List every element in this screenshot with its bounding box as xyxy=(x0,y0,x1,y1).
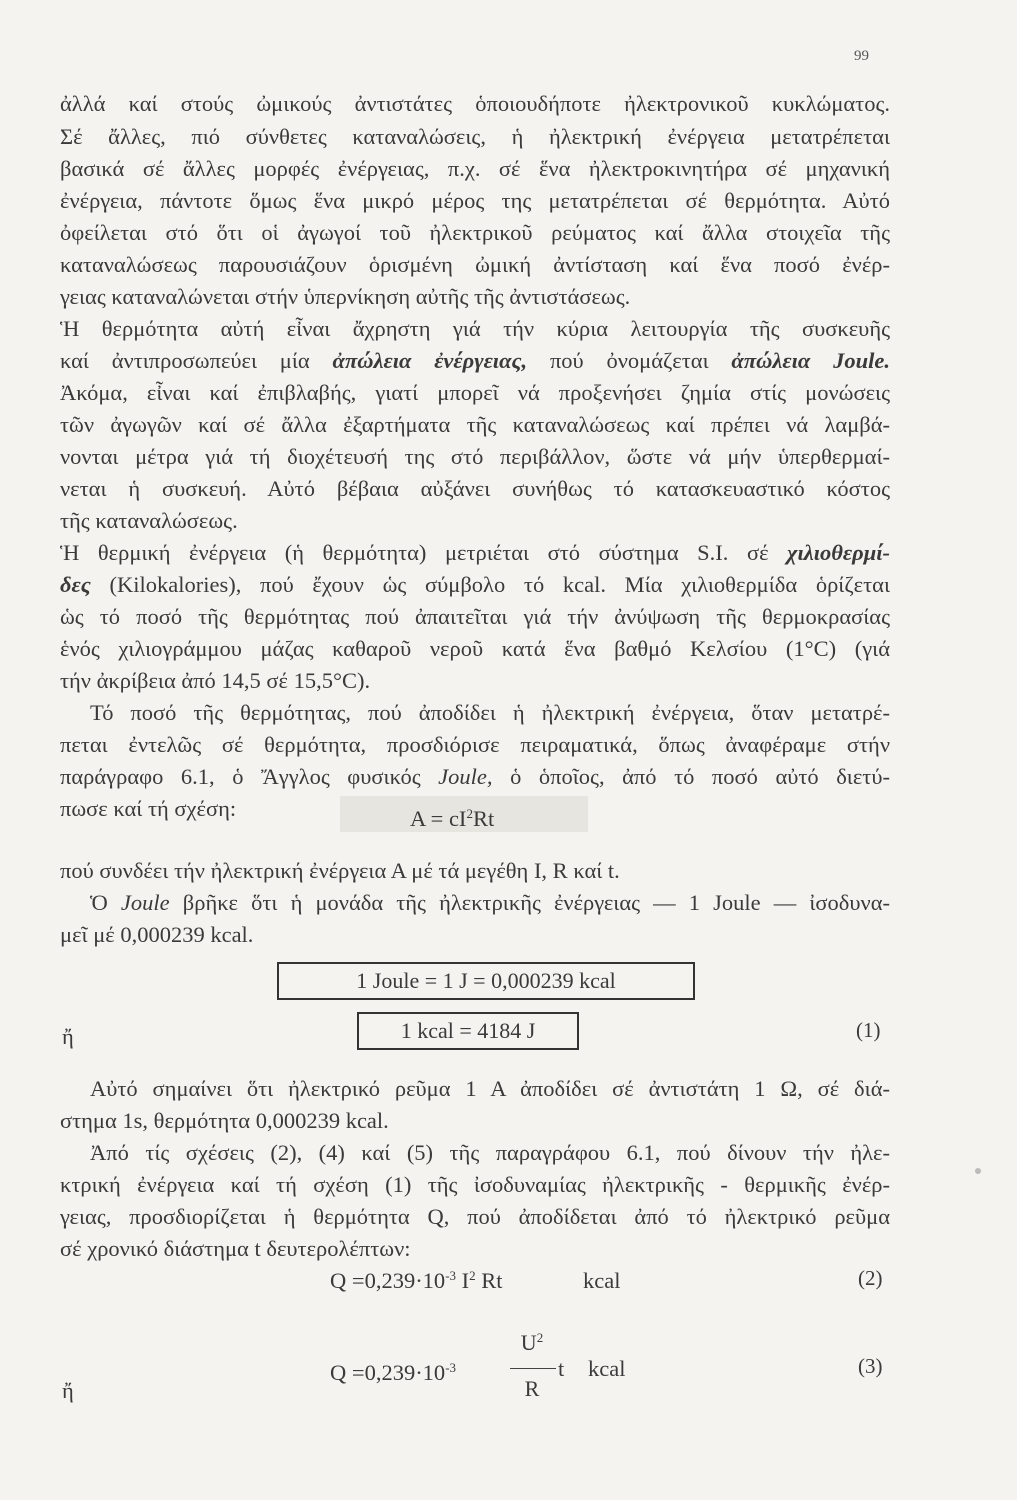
text-line: Σέ ἄλλες, πιό σύνθετες καταναλώσεις, ἡ ἠλεκτρική ἐνέργεια μετατρέπεται xyxy=(60,124,890,149)
page-number: 99 xyxy=(854,48,869,64)
fraction-denominator: R xyxy=(524,1376,540,1401)
fraction-bar xyxy=(510,1368,556,1369)
term-kilocalories-end: δες xyxy=(60,572,91,597)
text-line xyxy=(60,539,890,567)
text-run: Ὁ xyxy=(90,890,121,915)
text-run: παράγραφο 6.1, ὁ Ἄγγλος φυσικός xyxy=(60,764,439,789)
text-line xyxy=(90,889,890,917)
text-line: Ἀκόμα, εἶναι καί ἐπιβλαβής, γιατί μπορεῖ νά προξενήσει ζημία στίς μονώσεις xyxy=(60,380,890,405)
eq3-lhs: Q =0,239·10 xyxy=(330,1360,446,1385)
eq3-numerator: U xyxy=(520,1330,537,1355)
text-line xyxy=(60,347,890,375)
text-line: ἑνός χιλιογράμμου μάζας καθαροῦ νεροῦ κατά ἕνα βαθμό Κελσίου (1°C) (γιά xyxy=(60,636,890,661)
name-joule: Joule, xyxy=(438,764,493,789)
term-kilocalories: χιλιοθερμί- xyxy=(787,540,890,565)
text-line: νονται μέτρα γιά τή διοχέτευσή της στό περιβάλλον, ὥστε νά μήν ὑπερθερμαί- xyxy=(60,444,890,469)
text-line: Ἡ θερμότητα αὐτή εἶναι ἄχρηστη γιά τήν κύρια λειτουργία τῆς συσκευῆς xyxy=(60,316,890,341)
eq2-exponent: -3 xyxy=(445,1268,457,1283)
eq3-exponent: -3 xyxy=(445,1360,457,1375)
eq3-time: t xyxy=(558,1356,565,1381)
box-joule-kcal: 1 Joule = 1 J = 0,000239 kcal xyxy=(277,962,695,1000)
text-run: βρῆκε ὅτι ἡ μονάδα τῆς ἠλεκτρικῆς ἐνέργειας — 1 Joule — ἰσοδυνα- xyxy=(169,890,890,915)
equation-number: (2) xyxy=(858,1266,883,1290)
or-word: ἤ xyxy=(62,1024,74,1049)
text-line: ἀλλά καί στούς ὠμικούς ἀντιστάτες ὁποιουδήποτε ἠλεκτρονικοῦ κυκλώματος. xyxy=(60,91,890,116)
text-line: καταναλώσεως παρουσιάζουν ὁρισμένη ὠμική ἀντίσταση καί ἕνα ποσό ἐνέρ- xyxy=(60,252,890,277)
text-line: ἐνέργεια, πάντοτε ὅμως ἕνα μικρό μέρος της μετατρέπεται σέ θερμότητα. Αὐτό xyxy=(60,188,890,213)
text-line: ὀφείλεται στό ὅτι οἱ ἀγωγοί τοῦ ἠλεκτρικοῦ ρεύματος καί ἄλλα στοιχεῖα τῆς xyxy=(60,220,890,245)
text-line: μεῖ μέ 0,000239 kcal. xyxy=(60,922,254,947)
text-line: τῶν ἀγωγῶν καί σέ ἄλλα ἐξαρτήματα τῆς καταναλώσεως καί πρέπει νά λαμβά- xyxy=(60,412,890,437)
text-line: πεται ἐντελῶς σέ θερμότητα, προσδιόρισε πειραματικά, ὅπως ἀναφέραμε στήν xyxy=(60,732,890,757)
text-run: Ἡ θερμική ἐνέργεια (ἡ θερμότητα) μετριέται στό σύστημα S.I. σέ xyxy=(60,540,788,565)
box-kcal-joule: 1 kcal = 4184 J xyxy=(357,1012,579,1050)
eq3-numerator-exp: 2 xyxy=(536,1330,544,1345)
eq2-square: 2 xyxy=(469,1268,476,1283)
text-line: Αὐτό σημαίνει ὅτι ἠλεκτρικό ρεῦμα 1 Α ἀποδίδει σέ ἀντιστάτη 1 Ω, σέ διά- xyxy=(90,1076,890,1101)
text-line: Ἀπό τίς σχέσεις (2), (4) καί (5) τῆς παραγράφου 6.1, πού δίνουν τήν ἠλε- xyxy=(90,1140,890,1165)
text-line: ὡς τό ποσό τῆς θερμότητας πού ἀπαιτεῖται γιά τήν ἀνύψωση τῆς θερμοκρασίας xyxy=(60,604,890,629)
or-word: ἤ xyxy=(62,1378,74,1403)
print-speck xyxy=(975,1168,981,1174)
text-line: κτρική ἐνέργεια καί τή σχέση (1) τῆς ἰσοδυναμίας ἠλεκτρικῆς - θερμικῆς ἐνέρ- xyxy=(60,1172,890,1197)
eq2-rhs: Rt xyxy=(475,1268,503,1293)
text-run: ὁ ὁποῖος, ἀπό τό ποσό αὐτό διετύ- xyxy=(492,764,890,789)
equation-energy xyxy=(410,806,494,832)
name-joule: Joule xyxy=(120,890,170,915)
text-run: πού ὀνομάζεται xyxy=(527,348,732,373)
text-run: καί ἀντιπροσωπεύει μία xyxy=(60,348,333,373)
equation-heat-voltage xyxy=(330,1360,456,1386)
text-run: (Kilokalories), πού ἔχουν ὡς σύμβολο τό kcal. Μία χιλιοθερμίδα ὁρίζεται xyxy=(90,572,890,597)
equation-heat-current xyxy=(330,1268,503,1294)
eq-exponent: 2 xyxy=(466,806,473,821)
text-line: πού συνδέει τήν ἠλεκτρική ἐνέργεια Α μέ τά μεγέθη I, R καί t. xyxy=(60,858,620,883)
text-line xyxy=(60,763,890,791)
eq2-lhs: Q =0,239·10 xyxy=(330,1268,446,1293)
term-joule-loss-name: ἀπώλεια Joule. xyxy=(731,348,890,373)
eq3-unit: kcal xyxy=(588,1356,626,1381)
text-line: τῆς καταναλώσεως. xyxy=(60,508,238,533)
text-line: γειας καταναλώνεται στήν ὑπερνίκηση αὐτῆς τῆς ἀντιστάσεως. xyxy=(60,284,631,309)
equation-number: (1) xyxy=(856,1018,881,1042)
fraction-numerator xyxy=(512,1330,552,1356)
text-line: βασικά σέ ἄλλες μορφές ἐνέργειας, π.χ. σέ ἕνα ἠλεκτροκινητήρα σέ μηχανική xyxy=(60,156,890,181)
text-line: πωσε καί τή σχέση: xyxy=(60,796,237,821)
text-line xyxy=(60,571,890,599)
text-line: στημα 1s, θερμότητα 0,000239 kcal. xyxy=(60,1108,389,1133)
text-line: Τό ποσό τῆς θερμότητας, πού ἀποδίδει ἡ ἠλεκτρική ἐνέργεια, ὅταν μετατρέ- xyxy=(90,700,890,725)
eq2-mid: I xyxy=(456,1268,470,1293)
eq-rhs: Rt xyxy=(472,806,495,831)
text-line: σέ χρονικό διάστημα t δευτερολέπτων: xyxy=(60,1236,411,1261)
text-line: τήν ἀκρίβεια ἀπό 14,5 σέ 15,5°C). xyxy=(60,668,371,693)
text-line: νεται ἡ συσκευή. Αὐτό βέβαια αὐξάνει συνήθως τό κατασκευαστικό κόστος xyxy=(60,476,890,501)
term-joule-loss: ἀπώλεια ἐνέργειας, xyxy=(332,348,528,373)
eq-lhs: A = cI xyxy=(410,806,467,831)
eq2-unit: kcal xyxy=(583,1268,621,1293)
equation-number: (3) xyxy=(858,1354,883,1378)
text-line: γειας, προσδιορίζεται ἡ θερμότητα Q, πού ἀποδίδεται ἀπό τό ἠλεκτρικό ρεῦμα xyxy=(60,1204,890,1229)
